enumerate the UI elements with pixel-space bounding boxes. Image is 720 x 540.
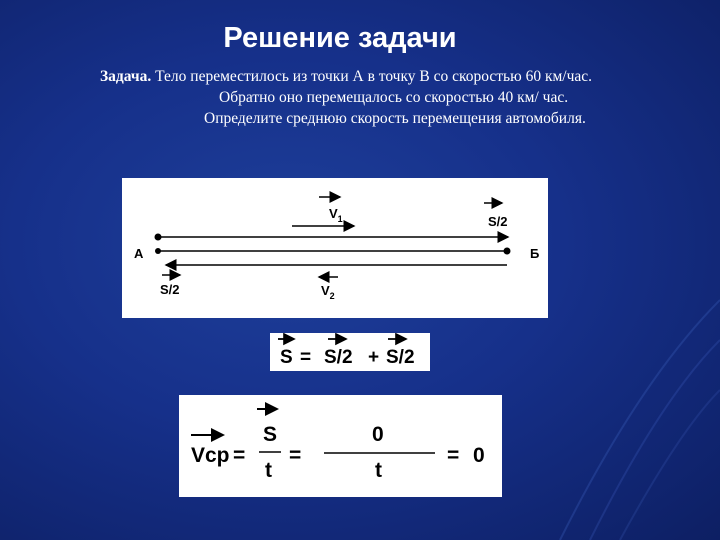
displacement-equation bbox=[270, 333, 430, 371]
eq1-plus: + bbox=[368, 347, 380, 368]
task-label: Задача. bbox=[100, 68, 152, 85]
eq1-s: S bbox=[280, 347, 293, 368]
eq1-term1: S/2 bbox=[324, 347, 353, 368]
task-line-3: Определите среднюю скорость перемещения автомобиля. bbox=[204, 110, 586, 127]
fraction2-denominator: t bbox=[375, 459, 382, 482]
eq2-result: 0 bbox=[473, 444, 485, 467]
task-line-2: Обратно оно перемещалось со скоростью 40 км/ час. bbox=[219, 89, 569, 106]
task-line-1-text: Тело переместилось из точки А в точку В со скоростью 60 км/час. bbox=[155, 68, 593, 85]
motion-diagram bbox=[122, 178, 548, 318]
fraction1-denominator: t bbox=[265, 459, 272, 482]
v1-label: $V_1$ bbox=[329, 206, 343, 224]
eq1-term2: S/2 bbox=[386, 347, 415, 368]
eq1-equals: = bbox=[300, 347, 312, 368]
point-b-label: Б bbox=[530, 246, 540, 261]
s-half-bottom-label: S/2 bbox=[160, 282, 180, 297]
point-a-label: А bbox=[134, 246, 144, 261]
fraction2-numerator: 0 bbox=[372, 423, 384, 446]
average-velocity-equation bbox=[179, 395, 502, 497]
s-half-top-label: S/2 bbox=[488, 214, 508, 229]
eq2-equals-2: = bbox=[289, 444, 302, 467]
eq2-equals-3: = bbox=[447, 444, 460, 467]
vcp-label: Vср bbox=[191, 444, 230, 467]
task-line-1 bbox=[100, 66, 592, 87]
point-b-dot bbox=[504, 248, 511, 255]
v2-label: $V_2$ bbox=[321, 283, 335, 301]
slide-title: Решение задачи bbox=[223, 22, 457, 54]
eq2-equals-1: = bbox=[233, 444, 246, 467]
fraction1-numerator: S bbox=[263, 423, 278, 446]
